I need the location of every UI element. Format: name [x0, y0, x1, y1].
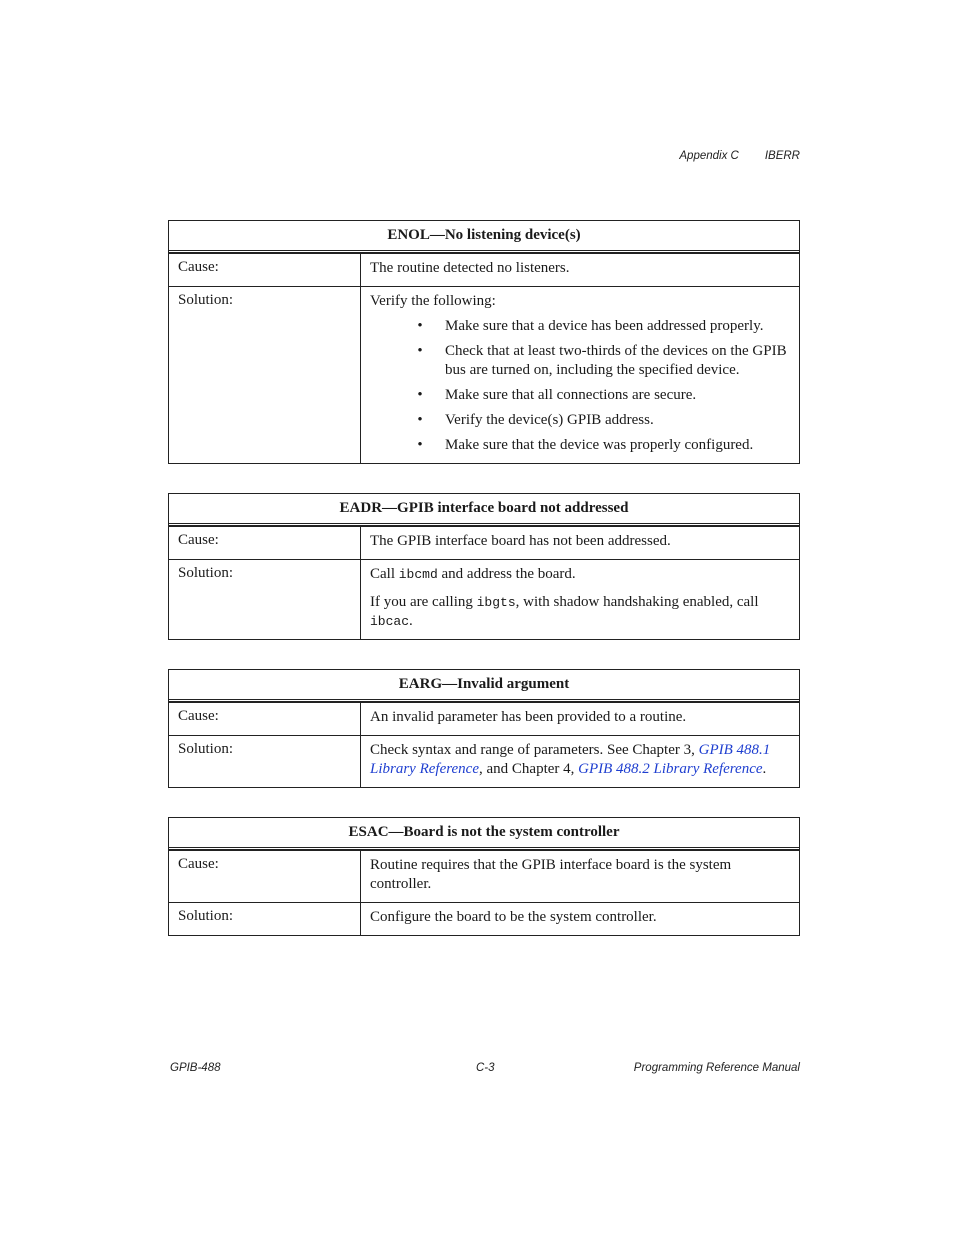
- header-section: Appendix C: [679, 150, 739, 162]
- enol-bullet-list: [370, 317, 795, 455]
- list-item: • Verify the device(s) GPIB address.: [370, 411, 795, 430]
- esac-title: ESAC—Board is not the system controller: [169, 818, 799, 850]
- code-ibgts: ibgts: [476, 595, 516, 610]
- list-item: • Check that at least two-thirds of the devices on the GPIB bus are turned on, including the specified device.: [370, 342, 795, 380]
- esac-solution-text: Configure the board to be the system controller.: [370, 909, 657, 925]
- eadr-error-table: [168, 493, 800, 640]
- code-ibcmd: ibcmd: [398, 567, 438, 582]
- eadr-solution-label: Solution:: [169, 560, 361, 639]
- enol-cause-label: Cause:: [169, 254, 361, 286]
- enol-title: ENOL—No listening device(s): [169, 221, 799, 253]
- footer-manual-title: Programming Reference Manual: [633, 1062, 800, 1074]
- list-item: • Make sure that all connections are secure.: [370, 386, 795, 405]
- eadr-cause-text: The GPIB interface board has not been addressed.: [370, 533, 671, 549]
- esac-cause-text: Routine requires that the GPIB interface board is the system controller.: [370, 857, 732, 892]
- earg-solution-label: Solution:: [169, 736, 361, 787]
- bullet-marker: •: [417, 318, 423, 334]
- eadr-title: EADR—GPIB interface board not addressed: [169, 494, 799, 526]
- earg-cause-row: [169, 702, 799, 735]
- code-ibcac: ibcac: [370, 614, 410, 629]
- esac-error-table: [168, 817, 800, 936]
- esac-solution-row: [169, 902, 799, 935]
- footer-product: GPIB-488: [170, 1062, 221, 1074]
- eadr-solution-row: [169, 559, 799, 639]
- eadr-cause-label: Cause:: [169, 527, 361, 559]
- enol-solution-intro: Verify the following:: [370, 293, 496, 309]
- eadr-solution-line-2: If you are calling ibgts, with shadow handshaking enabled, call ibcac.: [370, 594, 759, 629]
- eadr-solution-line-1: Call ibcmd and address the board.: [370, 566, 576, 582]
- earg-solution-row: [169, 735, 799, 787]
- header-topic: IBERR: [764, 150, 800, 162]
- bullet-marker: •: [417, 437, 423, 453]
- list-item: • Make sure that a device has been addressed properly.: [370, 317, 795, 336]
- esac-solution-label: Solution:: [169, 903, 361, 935]
- esac-cause-label: Cause:: [169, 851, 361, 902]
- enol-cause-row: [169, 253, 799, 286]
- enol-cause-text: The routine detected no listeners.: [370, 260, 570, 276]
- bullet-marker: •: [417, 387, 423, 403]
- enol-error-table: [168, 220, 800, 464]
- link-gpib-488-1-library-reference[interactable]: GPIB 488.1 Library Reference: [370, 742, 771, 777]
- earg-solution: Check syntax and range of parameters. See Chapter 3, GPIB 488.1 Library Reference, and Chapter 4, GPIB 488.2 Library Reference.: [370, 742, 771, 777]
- earg-title: EARG—Invalid argument: [169, 670, 799, 702]
- eadr-cause-row: [169, 526, 799, 559]
- link-gpib-488-2-library-reference[interactable]: GPIB 488.2 Library Reference: [578, 761, 763, 777]
- earg-cause-label: Cause:: [169, 703, 361, 735]
- eadr-solution: [361, 560, 799, 639]
- bullet-marker: •: [417, 343, 423, 359]
- list-item: • Make sure that the device was properly configured.: [370, 436, 795, 455]
- earg-error-table: [168, 669, 800, 788]
- bullet-marker: •: [417, 412, 423, 428]
- earg-cause-text: An invalid parameter has been provided to a routine.: [370, 709, 687, 725]
- enol-solution: [361, 287, 799, 463]
- esac-cause-row: [169, 850, 799, 902]
- footer-page-number: C-3: [476, 1062, 495, 1074]
- enol-solution-label: Solution:: [169, 287, 361, 463]
- enol-solution-row: [169, 286, 799, 463]
- running-header: [679, 150, 800, 162]
